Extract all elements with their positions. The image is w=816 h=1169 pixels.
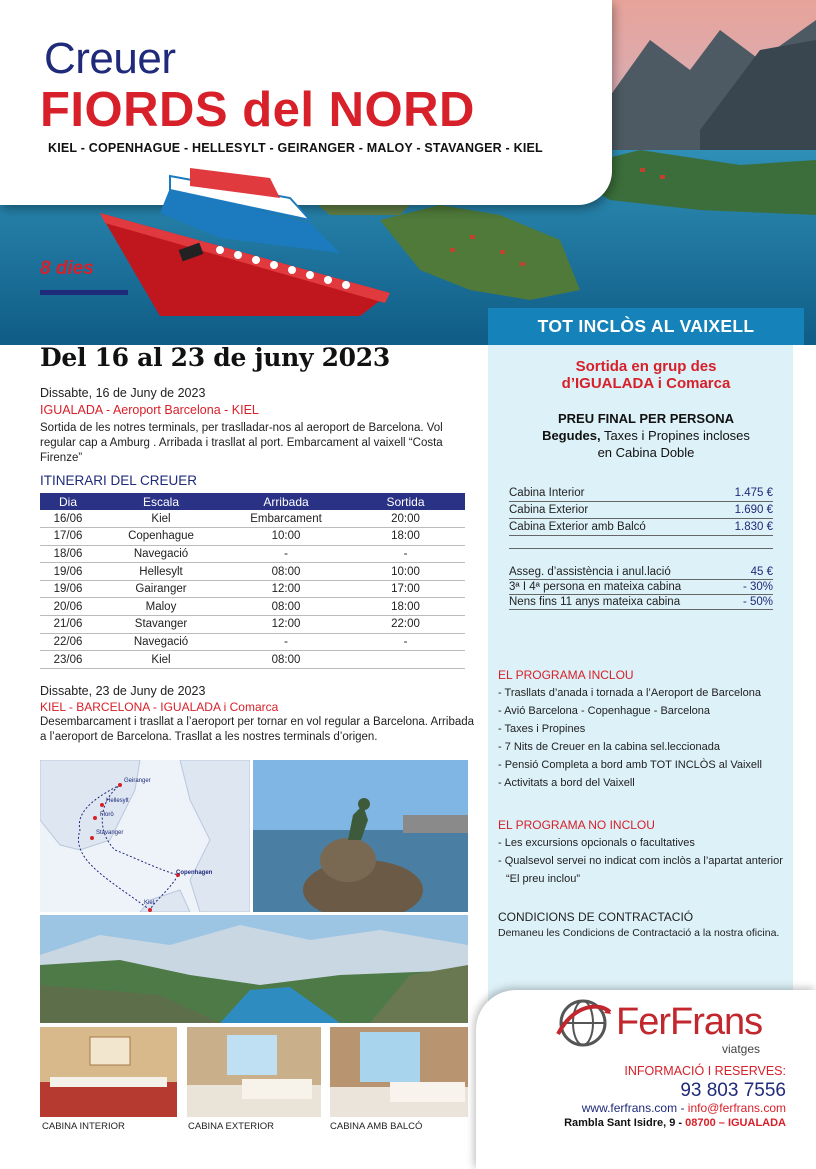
included-list	[498, 684, 762, 792]
cell-day: 21/06	[40, 616, 96, 634]
cell-port: Maloy	[96, 598, 226, 616]
cell-day: 19/06	[40, 580, 96, 598]
not-included-list	[498, 834, 783, 888]
title-cruise: Creuer	[44, 34, 176, 83]
cell-port: Stavanger	[96, 616, 226, 634]
price-row	[509, 595, 773, 610]
cell-departure: 17:00	[346, 580, 465, 598]
cell-arrival: -	[226, 633, 346, 651]
list-item: “El preu inclou”	[506, 873, 580, 885]
list-item: - Qualsevol servei no indicat com inclòs a l’apartat anterior	[498, 855, 783, 867]
table-row	[40, 563, 465, 581]
route-map-image	[40, 760, 250, 912]
extras-price-list	[509, 565, 773, 610]
price-row	[509, 565, 773, 580]
map-label-copenhagen: Copenhagen	[176, 870, 213, 876]
table-row	[40, 580, 465, 598]
list-item: - Taxes i Propines	[498, 723, 586, 735]
fjord-panorama-photo	[40, 915, 468, 1023]
drinks-label: Begudes,	[542, 428, 601, 443]
address-line	[500, 1117, 786, 1129]
globe-logo-icon	[554, 994, 612, 1052]
cell-departure: 18:00	[346, 598, 465, 616]
contact-line	[500, 1101, 786, 1115]
cell-arrival: Embarcament	[226, 510, 346, 528]
col-arrival: Arribada	[226, 493, 346, 510]
info-reservations-label: INFORMACIÓ I RESERVES:	[624, 1064, 786, 1078]
col-day: Dia	[40, 493, 96, 510]
cell-day: 23/06	[40, 651, 96, 669]
interior-cabin-drawing	[40, 1027, 177, 1117]
table-row	[40, 598, 465, 616]
day8-route: KIEL - BARCELONA - IGUALADA i Comarca	[40, 700, 279, 714]
group-title-line1: Sortida en grup des	[575, 358, 717, 375]
map-label-hellesylt: Hellesylt	[106, 798, 129, 804]
not-included-title: EL PROGRAMA NO INCLOU	[498, 818, 655, 832]
itinerary-table	[40, 493, 465, 669]
cell-departure: 20:00	[346, 510, 465, 528]
extra-name: Nens fins 11 anys mateixa cabina	[509, 596, 681, 608]
itinerary-header-row	[40, 493, 465, 510]
cabin-price: 1.690 €	[734, 504, 773, 516]
cell-arrival: 08:00	[226, 563, 346, 581]
cabin-name: Cabina Interior	[509, 487, 585, 499]
group-departure-title	[488, 358, 804, 392]
interior-cabin-photo	[40, 1027, 177, 1117]
table-row	[40, 545, 465, 563]
email-link[interactable]: info@ferfrans.com	[687, 1101, 786, 1115]
group-title-line2: d’IGUALADA i Comarca	[561, 375, 731, 392]
list-item: - 7 Nits de Creuer en la cabina sel.leccionada	[498, 741, 720, 753]
double-cabin-note: en Cabina Doble	[597, 445, 695, 460]
cell-arrival: 12:00	[226, 580, 346, 598]
cruise-ship-illustration	[100, 168, 400, 318]
inclusions-note	[488, 427, 804, 444]
price-row	[509, 519, 773, 536]
itinerary-title: ITINERARI DEL CREUER	[40, 473, 198, 488]
website-link[interactable]: www.ferfrans.com	[581, 1101, 678, 1115]
cell-day: 17/06	[40, 528, 96, 546]
cell-departure: -	[346, 633, 465, 651]
included-title: EL PROGRAMA INCLOU	[498, 668, 634, 682]
duration-underline	[40, 290, 128, 295]
phone-number[interactable]: 93 803 7556	[680, 1080, 786, 1101]
conditions-text: Demaneu les Condicions de Contractació a la nostra oficina.	[498, 927, 780, 939]
cabin-price: 1.475 €	[734, 487, 773, 499]
taxes-tips-label: Taxes i Propines incloses	[600, 428, 750, 443]
cell-departure: -	[346, 545, 465, 563]
travel-dates-heading: Del 16 al 23 de juny 2023	[40, 343, 390, 372]
all-inclusive-banner: TOT INCLÒS AL VAIXELL	[488, 308, 804, 345]
fjord-panorama-drawing	[40, 915, 468, 1023]
extra-name: 3ª I 4ª persona en mateixa cabina	[509, 581, 682, 593]
cell-arrival: 12:00	[226, 616, 346, 634]
cabin-name: Cabina Exterior amb Balcó	[509, 521, 646, 533]
table-row	[40, 651, 465, 669]
price-row	[509, 580, 773, 595]
list-item: - Trasllats d’anada i tornada a l’Aeroport de Barcelona	[498, 687, 761, 699]
day8-description: Desembarcament i trasllat a l’aeroport per tornar en vol regular a Barcelona. Arribada a l’aeroport de Barcelona. Trasllat a les nostres terminals d’origen.	[40, 716, 475, 743]
exterior-cabin-drawing	[187, 1027, 321, 1117]
extra-price: - 50%	[742, 596, 773, 608]
cell-departure: 22:00	[346, 616, 465, 634]
cell-day: 18/06	[40, 545, 96, 563]
map-label-floro: Florö	[100, 812, 114, 818]
title-fjords: FIORDS del NORD	[40, 83, 475, 137]
exterior-cabin-photo	[187, 1027, 321, 1117]
cell-arrival: 08:00	[226, 598, 346, 616]
cell-port: Kiel	[96, 651, 226, 669]
list-item: - Pensió Completa a bord amb TOT INCLÒS al Vaixell	[498, 759, 762, 771]
cell-arrival: -	[226, 545, 346, 563]
extra-price: 45 €	[750, 566, 773, 578]
table-row	[40, 528, 465, 546]
balcony-cabin-drawing	[330, 1027, 468, 1117]
price-divider	[509, 548, 773, 549]
day1-description: Sortida de les notres terminals, per traslladar-nos al aeroport de Barcelona. Vol regular cap a Amburg . Arribada i trasllat al port. Embarcament al vaixell “Costa Firenze”	[40, 422, 443, 464]
cabin-price-list	[509, 485, 773, 536]
cell-departure: 10:00	[346, 563, 465, 581]
little-mermaid-photo	[253, 760, 468, 912]
conditions-title: CONDICIONS DE CONTRACTACIÓ	[498, 910, 694, 924]
cell-port: Navegació	[96, 545, 226, 563]
list-item: - Activitats a bord del Vaixell	[498, 777, 635, 789]
cabin-name: Cabina Exterior	[509, 504, 589, 516]
cell-departure	[346, 651, 465, 669]
price-row	[509, 502, 773, 519]
cell-day: 22/06	[40, 633, 96, 651]
postal-town: 08700 – IGUALADA	[685, 1117, 786, 1129]
hero-banner	[0, 0, 816, 345]
cell-day: 19/06	[40, 563, 96, 581]
day1-route: IGUALADA - Aeroport Barcelona - KIEL	[40, 403, 259, 417]
cell-port: Copenhague	[96, 528, 226, 546]
little-mermaid-drawing	[253, 760, 468, 912]
route-summary: KIEL - COPENHAGUE - HELLESYLT - GEIRANGER - MALOY - STAVANGER - KIEL	[48, 141, 543, 155]
day1-date: Dissabte, 16 de Juny de 2023	[40, 386, 206, 400]
table-row	[40, 510, 465, 528]
col-departure: Sortida	[346, 493, 465, 510]
extra-name: Asseg. d’assistència i anul.lació	[509, 566, 671, 578]
caption-exterior-cabin: CABINA EXTERIOR	[188, 1121, 275, 1132]
final-price-label: PREU FINAL PER PERSONA	[557, 411, 734, 426]
map-label-kiel: Kiel	[144, 900, 155, 906]
cell-port: Navegació	[96, 633, 226, 651]
cell-day: 20/06	[40, 598, 96, 616]
balcony-cabin-photo	[330, 1027, 468, 1117]
day8-date: Dissabte, 23 de Juny de 2023	[40, 684, 206, 698]
cell-port: Kiel	[96, 510, 226, 528]
agency-logo-tagline: viatges	[722, 1042, 761, 1056]
cell-port: Gairanger	[96, 580, 226, 598]
list-item: - Avió Barcelona - Copenhague - Barcelona	[498, 705, 710, 717]
caption-interior-cabin: CABINA INTERIOR	[42, 1121, 125, 1132]
col-port: Escala	[96, 493, 226, 510]
cell-day: 16/06	[40, 510, 96, 528]
table-row	[40, 616, 465, 634]
street-address: Rambla Sant Isidre, 9 -	[564, 1117, 686, 1129]
map-label-geiranger: Geiranger	[124, 778, 151, 784]
final-price-header	[488, 410, 804, 461]
table-row	[40, 633, 465, 651]
caption-balcony-cabin: CABINA AMB BALCÓ	[330, 1121, 423, 1132]
contact-separator: -	[677, 1101, 688, 1115]
cabin-price: 1.830 €	[734, 521, 773, 533]
extra-price: - 30%	[742, 581, 773, 593]
list-item: - Les excursions opcionals o facultatives	[498, 837, 695, 849]
cell-arrival: 10:00	[226, 528, 346, 546]
map-label-stavanger: Stavanger	[96, 830, 124, 836]
agency-logo-name: FerFrans	[616, 1001, 763, 1043]
cell-arrival: 08:00	[226, 651, 346, 669]
price-row	[509, 485, 773, 502]
cell-departure: 18:00	[346, 528, 465, 546]
cell-port: Hellesylt	[96, 563, 226, 581]
duration-label: 8 dies	[40, 258, 94, 279]
